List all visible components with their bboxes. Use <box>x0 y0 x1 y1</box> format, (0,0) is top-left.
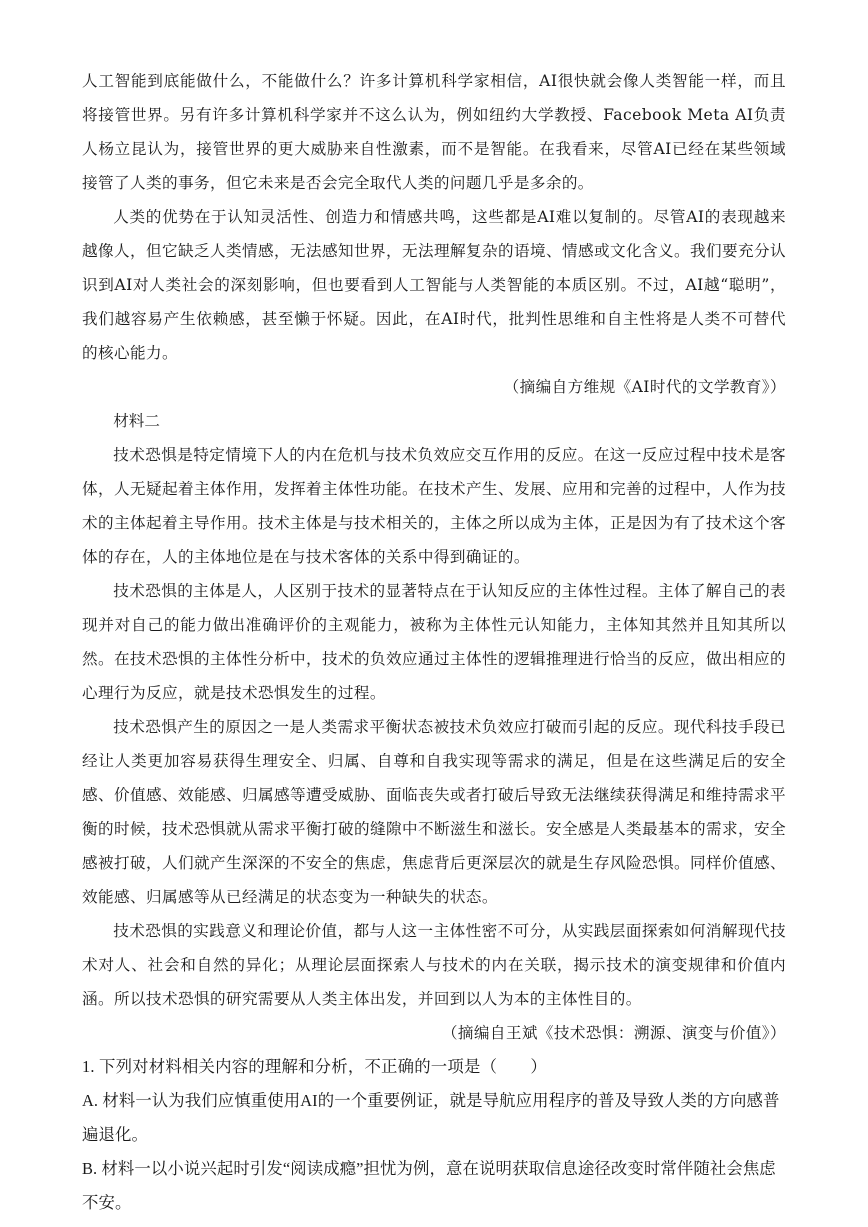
material1-paragraph-1: 人工智能到底能做什么，不能做什么？许多计算机科学家相信，AI很快就会像人类智能一样，而且将接管世界。另有许多计算机科学家并不这么认为，例如纽约大学教授、Facebook Meta AI负责人杨立昆认为，接管世界的更大威胁来自性激素，而不是智能。在我看来，尽管AI已经在某些领域接管了人类的事务，但它未来是否会完全取代人类的问题几乎是多余的。 <box>82 72 786 192</box>
material2-heading: 材料二 <box>113 412 160 430</box>
question-option-a: A. 材料一认为我们应慎重使用AI的一个重要例证，就是导航应用程序的普及导致人类的方向感普遍退化。 <box>82 1091 780 1144</box>
question-option-b: B. 材料一以小说兴起时引发“阅读成瘾”担忧为例，意在说明获取信息途径改变时常伴随社会焦虑不安。 <box>82 1159 776 1212</box>
material1-paragraph-2: 人类的优势在于认知灵活性、创造力和情感共鸣，这些都是AI难以复制的。尽管AI的表现越来越像人，但它缺乏人类情感，无法感知世界，无法理解复杂的语境、情感或文化含义。我们要充分认识到AI对人类社会的深刻影响，但也要看到人工智能与人类智能的本质区别。不过，AI越“聪明”，我们越容易产生依赖感，甚至懒于怀疑。因此，在AI时代，批判性思维和自主性将是人类不可替代的核心能力。 <box>82 208 786 362</box>
material2-paragraph-3: 技术恐惧产生的原因之一是人类需求平衡状态被技术负效应打破而引起的反应。现代科技手段已经让人类更加容易获得生理安全、归属、自尊和自我实现等需求的满足，但是在这些满足后的安全感、价值感、效能感、归属感等遭受威胁、面临丧失或者打破后导致无法继续获得满足和维持需求平衡的时候，技术恐惧就从需求平衡打破的缝隙中不断滋生和滋长。安全感是人类最基本的需求，安全感被打破，人们就产生深深的不安全的焦虑，焦虑背后更深层次的就是生存风险恐惧。同样价值感、效能感、归属感等从已经满足的状态变为一种缺失的状态。 <box>82 718 786 906</box>
material1-source: （摘编自方维规《AI时代的文学教育》） <box>503 378 786 396</box>
material2-source: （摘编自王斌《技术恐惧：溯源、演变与价值》） <box>441 1024 786 1042</box>
material2-paragraph-4: 技术恐惧的实践意义和理论价值，都与人这一主体性密不可分，从实践层面探索如何消解现代技术对人、社会和自然的异化；从理论层面探索人与技术的内在关联，揭示技术的演变规律和价值内涵。所以技术恐惧的研究需要从人类主体出发，并回到以人为本的主体性目的。 <box>82 922 786 1008</box>
material2-paragraph-2: 技术恐惧的主体是人，人区别于技术的显著特点在于认知反应的主体性过程。主体了解自己的表现并对自己的能力做出准确评价的主观能力，被称为主体性元认知能力，主体知其然并且知其所以然。在技术恐惧的主体性分析中，技术的负效应通过主体性的逻辑推理进行恰当的反应，做出相应的心理行为反应，就是技术恐惧发生的过程。 <box>82 582 786 702</box>
question-stem: 1. 下列对材料相关内容的理解和分析，不正确的一项是（ ） <box>82 1057 547 1076</box>
material2-paragraph-1: 技术恐惧是特定情境下人的内在危机与技术负效应交互作用的反应。在这一反应过程中技术是客体，人无疑起着主体作用，发挥着主体性功能。在技术产生、发展、应用和完善的过程中，人作为技术的主体起着主导作用。技术主体是与技术相关的，主体之所以成为主体，正是因为有了技术这个客体的存在，人的主体地位是在与技术客体的关系中得到确证的。 <box>82 446 786 566</box>
